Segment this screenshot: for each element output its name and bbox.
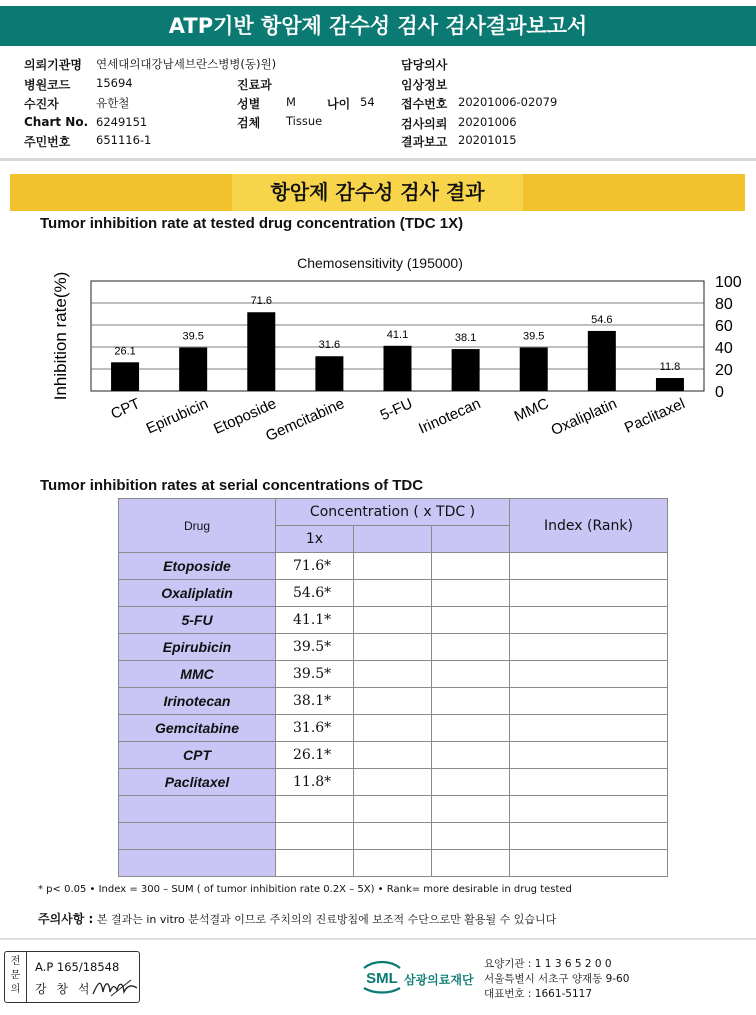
bar-gemcitabine [315,356,343,391]
empty-concentration-cell [432,553,510,580]
empty-concentration-cell [354,796,432,823]
inhibition-value-cell: 11.8* [276,769,354,796]
table-row [119,823,668,850]
section-divider [0,158,756,161]
empty-concentration-cell [432,661,510,688]
stamp-side-text: 전문의 [10,956,21,995]
drug-name-cell [119,850,276,877]
inhibition-value-cell [276,850,354,877]
label-sex: 성별 [237,97,261,111]
empty-concentration-cell [354,634,432,661]
x-tick-label: Etoposide [211,395,279,438]
value-hospital-code: 15694 [96,76,133,90]
drug-name-cell [119,823,276,850]
stamp-side-label [5,952,27,1002]
empty-concentration-cell [354,688,432,715]
label-chart-no: Chart No. [24,115,89,129]
x-tick-label: Gemcitabine [263,395,348,445]
sml-logo-icon [360,958,404,994]
stamp-license: A.P 165/18548 [35,960,120,974]
y-tick-label: 40 [715,340,733,357]
empty-concentration-cell [354,850,432,877]
organization-info [484,957,629,1002]
bar-irinotecan [452,349,480,391]
inhibition-value-cell [276,823,354,850]
section2-title: Tumor inhibition rates at serial concentrations of TDC [40,477,424,494]
empty-concentration-cell [432,796,510,823]
index-rank-cell [510,634,668,661]
y-tick-label: 0 [715,384,724,401]
x-tick-label: CPT [108,395,143,423]
inhibition-value-cell: 39.5* [276,661,354,688]
x-tick-label: Epirubicin [143,395,211,438]
drug-name-cell [119,796,276,823]
table-row [119,769,668,796]
value-request-date: 20201006 [458,115,517,129]
table-row [119,580,668,607]
specialist-stamp [4,951,140,1003]
label-department: 진료과 [237,78,272,92]
value-sex: M [286,95,296,109]
value-patient: 유한철 [96,96,130,110]
empty-concentration-cell [432,607,510,634]
index-rank-cell [510,715,668,742]
table-row [119,661,668,688]
data-label: 38.1 [454,332,477,345]
data-label: 71.6 [250,295,272,308]
empty-concentration-cell [432,823,510,850]
chemosensitivity-chart [0,262,756,492]
empty-concentration-cell [354,580,432,607]
inhibition-value-cell: 26.1* [276,742,354,769]
label-age: 나이 [327,97,351,111]
label-clinical-info: 임상정보 [401,78,448,92]
value-institution: 연세대의대강남세브란스병병(동)원) [96,57,277,71]
bar-5-fu [384,346,412,391]
table-row [119,688,668,715]
drug-name-cell: MMC [119,661,276,688]
data-label: 26.1 [114,345,136,358]
value-report-date: 20201015 [458,133,517,147]
drug-name-cell: Epirubicin [119,634,276,661]
empty-concentration-cell [354,823,432,850]
empty-concentration-cell [432,688,510,715]
empty-concentration-cell [354,553,432,580]
empty-concentration-cell [432,580,510,607]
empty-concentration-cell [354,661,432,688]
index-rank-cell [510,688,668,715]
footer-rule [0,938,756,940]
drug-name-cell: 5-FU [119,607,276,634]
table-row [119,742,668,769]
x-tick-label: Paclitaxel [622,395,688,437]
report-title: ATP기반 항암제 감수성 검사 검사결과보고서 [0,6,756,46]
label-request-date: 검사의뢰 [401,117,448,131]
data-label: 41.1 [386,328,409,341]
inhibition-value-cell: 39.5* [276,634,354,661]
empty-concentration-cell [354,607,432,634]
notice [38,910,556,927]
header-conc-empty [354,526,432,553]
bar-epirubicin [179,348,207,391]
drug-name-cell: Oxaliplatin [119,580,276,607]
label-doctor: 담당의사 [401,58,448,72]
bar-mmc [520,348,548,391]
label-receipt-no: 접수번호 [401,97,448,111]
section1-title: Tumor inhibition rate at tested drug concentration (TDC 1X) [40,215,464,232]
value-resident-no: 651116-1 [96,133,152,147]
x-tick-label: 5-FU [377,395,416,425]
data-label: 54.6 [591,313,613,326]
bar-cpt [111,362,139,391]
label-hospital-code: 병원코드 [24,78,71,92]
empty-concentration-cell [432,634,510,661]
header-concentration: Concentration ( x TDC ) [276,499,510,526]
inhibition-value-cell: 71.6* [276,553,354,580]
org-code: 요양기관 : 1 1 3 6 5 2 0 0 [484,958,612,970]
drug-name-cell: Gemcitabine [119,715,276,742]
label-report-date: 결과보고 [401,135,448,149]
index-rank-cell [510,607,668,634]
index-rank-cell [510,661,668,688]
header-1x: 1x [276,526,354,553]
index-rank-cell [510,769,668,796]
index-rank-cell [510,796,668,823]
index-rank-cell [510,553,668,580]
inhibition-value-cell [276,796,354,823]
label-institution: 의뢰기관명 [24,58,82,72]
org-phone: 대표번호 : 1661-5117 [484,988,593,1000]
table-row [119,796,668,823]
empty-concentration-cell [354,715,432,742]
inhibition-value-cell: 41.1* [276,607,354,634]
notice-label: 주의사항 : [38,912,94,926]
label-specimen: 검체 [237,116,261,130]
empty-concentration-cell [432,742,510,769]
value-chart-no: 6249151 [96,115,148,129]
signature-icon [91,976,139,1000]
empty-concentration-cell [354,769,432,796]
notice-text: 본 결과는 in vitro 분석결과 이므로 주치의의 진료방침에 보조적 수단으로만 활용될 수 있습니다 [96,913,557,926]
logo-mark: SML [366,970,398,987]
header-index-rank: Index (Rank) [510,499,668,553]
data-label: 11.8 [659,361,681,374]
index-rank-cell [510,742,668,769]
empty-concentration-cell [432,715,510,742]
inhibition-value-cell: 54.6* [276,580,354,607]
index-rank-cell [510,850,668,877]
value-age: 54 [360,95,375,109]
data-label: 39.5 [523,330,545,343]
table-row [119,634,668,661]
x-tick-label: Oxaliplatin [548,395,620,440]
footnote: * p< 0.05 • Index = 300 – SUM ( of tumor inhibition rate 0.2X – 5X) • Rank= more desirable in drug tested [38,884,572,895]
result-banner-text: 항암제 감수성 검사 결과 [232,174,522,211]
y-tick-label: 20 [715,362,733,379]
drug-name-cell: CPT [119,742,276,769]
header-drug: Drug [119,499,276,553]
inhibition-value-cell: 31.6* [276,715,354,742]
bar-etoposide [247,312,275,391]
drug-name-cell: Irinotecan [119,688,276,715]
y-tick-label: 100 [715,274,742,291]
label-patient: 수진자 [24,97,59,111]
index-rank-cell [510,580,668,607]
chart-title: Chemosensitivity (195000) [297,255,463,271]
table-row [119,715,668,742]
y-tick-label: 60 [715,318,733,335]
results-table [118,498,668,877]
y-axis-label: Inhibition rate(%) [51,271,70,401]
bar-oxaliplatin [588,331,616,391]
data-label: 39.5 [182,330,204,343]
y-tick-label: 80 [715,296,733,313]
empty-concentration-cell [432,850,510,877]
table-row [119,607,668,634]
value-specimen: Tissue [286,114,323,128]
index-rank-cell [510,823,668,850]
data-label: 31.6 [318,339,341,352]
value-receipt-no: 20201006-02079 [458,95,558,109]
empty-concentration-cell [354,742,432,769]
org-address: 서울특별시 서초구 양재동 9-60 [484,973,630,985]
drug-name-cell: Etoposide [119,553,276,580]
bar-paclitaxel [656,378,684,391]
table-row [119,850,668,877]
label-resident-no: 주민번호 [24,135,71,149]
drug-name-cell: Paclitaxel [119,769,276,796]
x-tick-label: MMC [511,395,552,426]
stamp-name: 강 창 석 [35,982,93,996]
empty-concentration-cell [432,769,510,796]
x-tick-label: Irinotecan [416,395,484,438]
header-conc-empty [432,526,510,553]
logo-name: 삼광의료재단 [404,973,474,987]
table-row [119,553,668,580]
result-banner [10,174,745,211]
inhibition-value-cell: 38.1* [276,688,354,715]
